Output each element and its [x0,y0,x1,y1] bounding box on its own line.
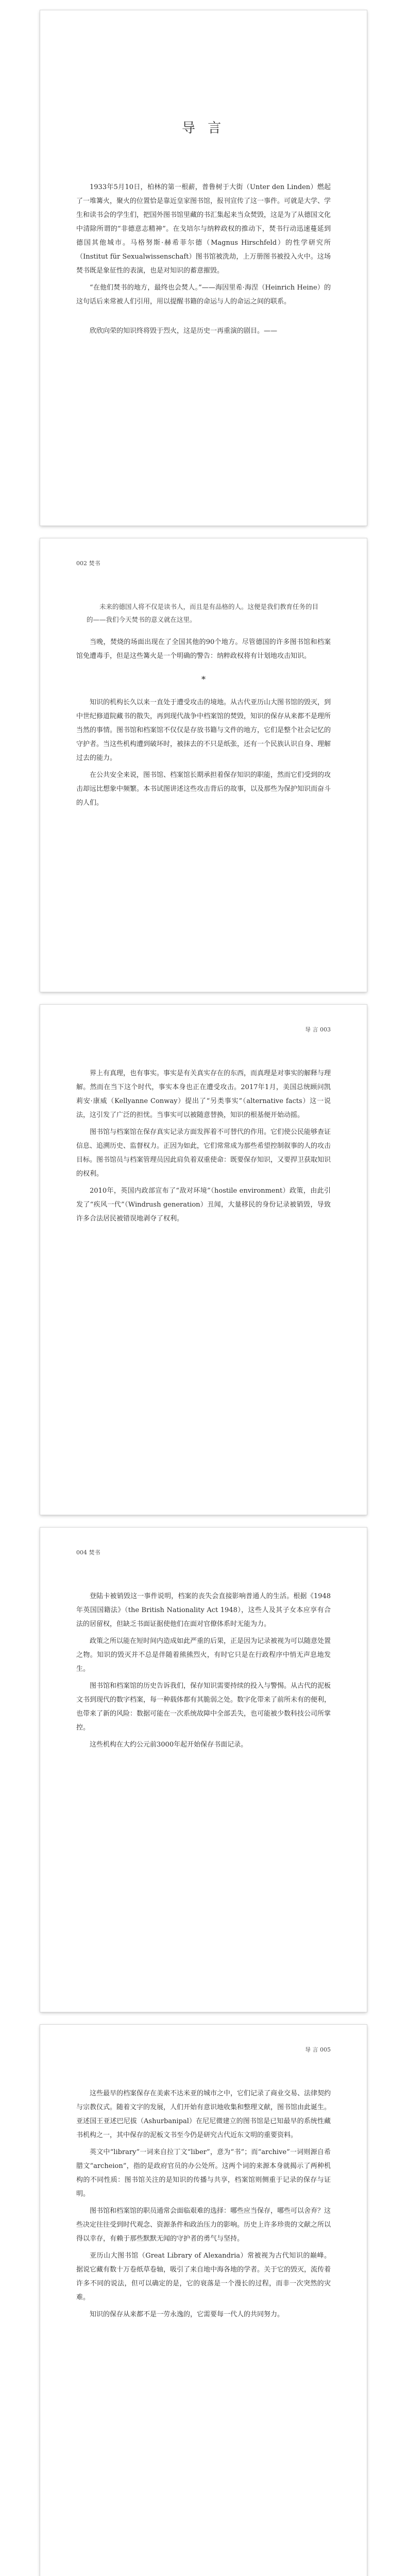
page-4 [40,1528,367,2012]
block-quote: 未来的德国人将不仅是读书人，而且是有品格的人。这便是我们教育任务的目的——我们今天焚书的意义就在这里。 [87,603,319,623]
paragraph: 图书馆与档案馆在保存真实记录方面发挥着不可替代的作用。它们使公民能够查证信息、追溯历史、监督权力。正因为如此，它们常常成为那些希望控制叙事的人的攻击目标。图书馆员与档案管理员因此肩负着双重使命：既要保存知识，又要捍卫获取知识的权利。 [76,1128,331,1178]
page-1 [40,10,367,526]
running-header: 002 焚书 [76,560,100,567]
paragraph: 知识的机构长久以来一直处于遭受攻击的境地。从古代亚历山大图书馆的毁灭，到中世纪修道院藏书的散失，再到现代战争中档案馆的焚毁，知识的保存从来都不是理所当然的事情。图书馆和档案馆不仅仅是存放书籍与文件的地方，它们是整个社会记忆的守护者。当这些机构遭到破坏时，被抹去的不只是纸张，还有一个民族认识自身、理解过去的能力。 [76,699,331,762]
page-2-body [76,600,331,810]
paragraph: 在公共安全来说，图书馆、档案馆长期承担着保存知识的职能，然而它们受到的攻击却远比想象中频繁。本书试图讲述这些攻击背后的故事，以及那些为保护知识而奋斗的人们。 [76,771,331,807]
running-header: 导 言 003 [305,1026,331,1033]
paragraph: 英文中“library”一词来自拉丁文“liber”，意为“书”；而“archive”一词则源自希腊文“archeion”，指的是政府官员的办公处所。这两个词的来源本身就揭示了两种机构的不同性质：图书馆关注的是知识的传播与共享，档案馆则侧重于记录的保存与证明。 [76,2148,331,2198]
paragraph: 政策之所以能在短时间内造成如此严重的后果，正是因为记录被视为可以随意处置之物。知识的毁灭并不总是伴随着熊熊烈火，有时它只是在行政程序中悄无声息地发生。 [76,1637,331,1673]
running-header: 导 言 005 [305,2046,331,2053]
paragraph: 登陆卡被销毁这一事件说明，档案的丧失会直接影响普通人的生活。根据《1948年英国国籍法》（the British Nationality Act 1948），这些人及其子女本应享有合法的居留权，但缺乏书面证据使他们在面对官僚体系时无能为力。 [76,1592,331,1628]
paragraph: 这些最早的档案保存在美索不达米亚的城市之中，它们记录了商业交易、法律契约与宗教仪式。随着文字的发展，人们开始有意识地收集和整理文献，图书馆由此诞生。亚述国王亚述巴尼拔（Ashurbanipal）在尼尼微建立的图书馆是已知最早的系统性藏书机构之一，其中保存的泥板文书至今仍是研究古代近东文明的重要资料。 [76,2090,331,2139]
page-5 [40,2025,367,2576]
page-3-body [76,1066,331,1226]
paragraph: 图书馆和档案馆的历史告诉我们，保存知识需要持续的投入与警惕。从古代的泥板文书到现代的数字档案，每一种载体都有其脆弱之处。数字化带来了前所未有的便利，也带来了新的风险：数据可能在一次系统故障中全部丢失，也可能被少数科技公司所掌控。 [76,1682,331,1732]
page-1-body [76,180,331,338]
chapter-title: 导 言 [181,121,226,136]
paragraph: 界上有真理，也有事实。事实是有关真实存在的东西，而真理是对事实的解释与理解。然而在当下这个时代，事实本身也正在遭受攻击。2017年1月，美国总统顾问凯莉安·康威（Kellyanne Conway）提出了“另类事实”（alternative facts）这一说法，这引发了广泛的担忧。当事实可以被随意替换，知识的根基便开始动摇。 [76,1070,331,1119]
page-2 [40,538,367,992]
paragraph: 知识的保存从来都不是一劳永逸的，它需要每一代人的共同努力。 [90,2311,284,2318]
running-header: 004 焚书 [76,1549,100,1556]
paragraph: 亚历山大图书馆（Great Library of Alexandria）常被视为古代知识的巅峰。据说它藏有数十万卷纸草卷轴，吸引了来自地中海各地的学者。关于它的毁灭，流传着许多不同的说法，但可以确定的是，它的衰落是一个漫长的过程，而非一次突然的灾难。 [76,2252,331,2301]
paragraph: “在他们焚书的地方，最终也会焚人。”——海因里希·海涅（Heinrich Heine）的这句话后来常被人们引用，用以提醒书籍的命运与人的命运之间的联系。 [76,284,331,306]
paragraph: 图书馆和档案馆的职员通常会面临艰难的选择：哪些应当保存，哪些可以舍弃？这些决定往往受到时代观念、资源条件和政治压力的影响。历史上许多珍贵的文献之所以得以幸存，有赖于那些默默无闻的守护者的勇气与坚持。 [76,2207,331,2243]
page-3 [40,1005,367,1515]
paragraph: 1933年5月10日，柏林的第一根薪，普鲁树于大街（Unter den Linden）燃起了一堆篝火，聚火的位置恰是靠近皇家图书馆，报刊宣传了这一事件。可就是大学、学生和读书会的学生们，把国外图书馆里藏的书汇集起来当众焚毁，这是为了从德国文化中清除所谓的“非德意志精神”。在戈培尔与纳粹政权的推动下，焚书行动迅速蔓延到德国其他城市。马格努斯·赫希菲尔德（Magnus Hirschfeld）的性学研究所（Institut für Sexualwissenschaft）图书馆被洗劫，上万册图书被投入火中。这场焚书既是象征性的表演，也是对知识的蓄意摧毁。 [76,183,331,275]
paragraph: 当晚，焚烧的场面出现在了全国其他的90个地方。尽管德国的许多图书馆和档案馆免遭毒手，但是这些篝火是一个明确的警告：纳粹政权将有计划地攻击知识。 [76,638,331,660]
page-5-body [76,2087,331,2321]
closing-quote: 欣欣向荣的知识终将毁于烈火，这是历史一再重演的剧目。—— [90,327,278,335]
page-4-body [76,1589,331,1752]
paragraph: 2010年，英国内政部宣布了“敌对环境”（hostile environment）政策，由此引发了“疾风一代”（Windrush generation）丑闻，大量移民的身份记录被销毁，导致许多合法居民被错误地剥夺了权利。 [76,1187,331,1223]
section-separator: * [201,674,206,684]
paragraph: 这些机构在大约公元前3000年起开始保存书面记录。 [90,1741,248,1749]
